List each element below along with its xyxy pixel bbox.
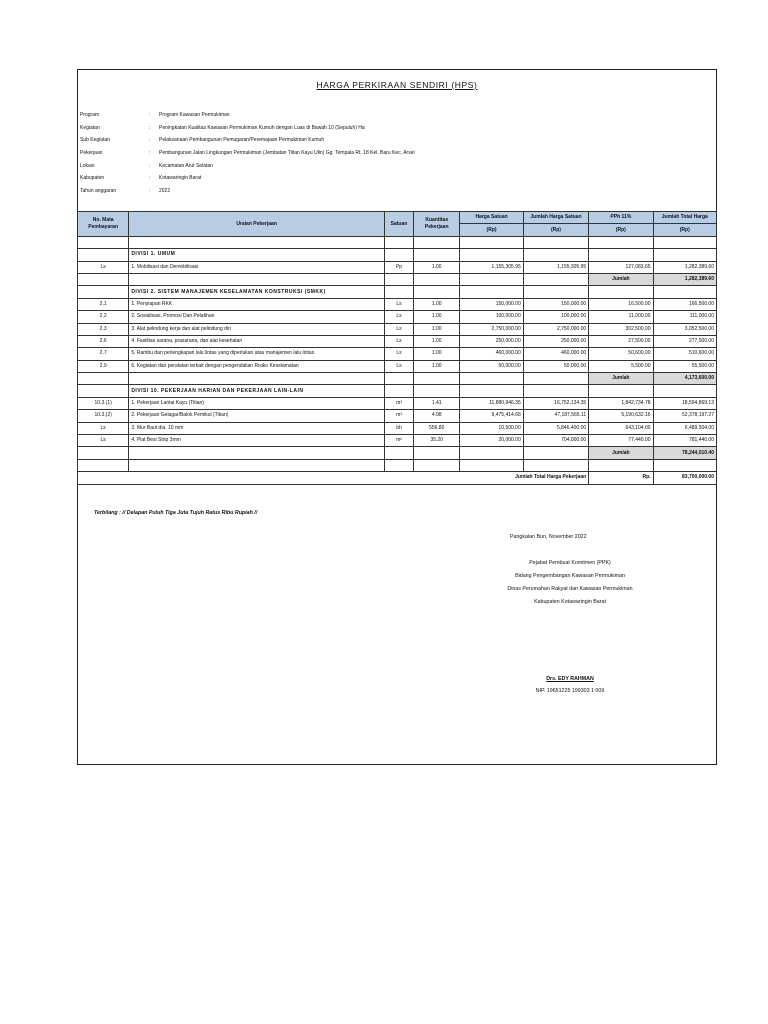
empty-cell [523, 385, 588, 397]
header-harga-satuan: Harga Satuan [460, 212, 523, 224]
empty-cell [653, 286, 716, 298]
cell-pph: 5,190,632.16 [589, 410, 653, 422]
cell-qty: 1.00 [414, 348, 460, 360]
cell-satuan: m³ [384, 410, 413, 422]
cell-qty: 1.00 [414, 298, 460, 310]
empty-cell [384, 385, 413, 397]
cell-jumlah: 704,000.00 [523, 435, 588, 447]
empty-cell [414, 373, 460, 385]
table-row [78, 422, 717, 434]
header-satuan: Satuan [384, 212, 413, 237]
cell-qty: 1.00 [414, 360, 460, 372]
cell-harga: 11,880,946.35 [460, 397, 523, 409]
cell-uraian: 4. Fasilitas sarana, prasarana, dan alat kesehatan [129, 335, 385, 347]
cell-satuan: m³ [384, 397, 413, 409]
subtotal-label: Jumlah [589, 373, 653, 385]
empty-cell [414, 459, 460, 471]
empty-cell [523, 447, 588, 459]
empty-cell [414, 236, 460, 248]
empty-cell [78, 249, 129, 261]
division-row [78, 286, 717, 298]
cell-total: 111,000.00 [653, 311, 716, 323]
empty-cell [653, 459, 716, 471]
cell-pph: 302,500.00 [589, 323, 653, 335]
empty-cell [460, 273, 523, 285]
empty-cell [129, 273, 385, 285]
cell-total: 781,440.00 [653, 435, 716, 447]
cell-total: 55,500.00 [653, 360, 716, 372]
place-date: Pangkalan Bun, November 2022 [510, 534, 587, 540]
empty-cell [589, 286, 653, 298]
empty-cell [384, 447, 413, 459]
info-label: Lokasi [80, 162, 95, 169]
subtotal-label: Jumlah [589, 273, 653, 285]
cell-total: 6,489,504.00 [653, 422, 716, 434]
header-jumlah-harga: Jumlah Harga Satuan [523, 212, 588, 224]
cell-harga: 250,000.00 [460, 335, 523, 347]
empty-cell [589, 249, 653, 261]
table-row [78, 360, 717, 372]
cell-uraian: 2. Sosialisasi, Promosi Dan Pelatihan [129, 311, 385, 323]
cell-satuan: Ls [384, 348, 413, 360]
empty-cell [523, 373, 588, 385]
empty-cell [653, 236, 716, 248]
division-title: DIVISI 10. PEKERJAAN HARIAN DAN PEKERJAAN LAIN-LAIN [129, 385, 385, 397]
empty-cell [384, 459, 413, 471]
cell-total: 166,500.00 [653, 298, 716, 310]
info-label: Pekerjaan [80, 150, 103, 157]
empty-cell [384, 286, 413, 298]
cell-satuan: bh [384, 422, 413, 434]
cell-satuan: Ls [384, 311, 413, 323]
header-kuantitas: Kuantitas Pekerjaan [414, 212, 460, 237]
signer-role-4: Kabupaten Kotawaringin Barat [534, 599, 606, 605]
division-row [78, 249, 717, 261]
cell-uraian: 6. Kegiatan dan peralatan terkait dengan pengendalian Risiko Keselamatan [129, 360, 385, 372]
cell-no: 2.6 [78, 335, 129, 347]
info-value: Kecamatan Arut Selatan [159, 162, 213, 169]
cell-pph: 5,500.00 [589, 360, 653, 372]
table-row [78, 311, 717, 323]
info-colon: : [149, 162, 151, 169]
info-value: Peningkatan Kualitas Kawasan Permukiman Kumuh dengan Luas di Bawah 10 (Sepuluh) Ha [159, 124, 365, 131]
empty-cell [460, 447, 523, 459]
cell-harga: 100,000.00 [460, 311, 523, 323]
empty-cell [384, 249, 413, 261]
info-value: Kotawaringin Barat [159, 175, 202, 182]
empty-cell [129, 459, 385, 471]
cell-no: 2.2 [78, 311, 129, 323]
empty-cell [460, 373, 523, 385]
empty-cell [414, 273, 460, 285]
cell-pph: 50,600.00 [589, 348, 653, 360]
empty-cell [414, 447, 460, 459]
empty-cell [414, 385, 460, 397]
cell-satuan: Ls [384, 360, 413, 372]
empty-cell [460, 286, 523, 298]
header-uraian: Uraian Pekerjaan [129, 212, 385, 237]
empty-cell [414, 249, 460, 261]
cell-no: 2.9 [78, 360, 129, 372]
subtotal-row [78, 273, 717, 285]
cell-pph: 77,440.00 [589, 435, 653, 447]
table-row [78, 323, 717, 335]
empty-cell [460, 236, 523, 248]
cell-uraian: 1. Mobilisasi dan Demobilisasi [129, 261, 385, 273]
empty-cell [523, 249, 588, 261]
empty-cell [460, 385, 523, 397]
division-title: DIVISI 2. SISTEM MANAJEMEN KESELAMATAN KONSTRUKSI (SMKK) [129, 286, 385, 298]
info-colon: : [149, 124, 151, 131]
cell-satuan: m² [384, 435, 413, 447]
cell-total: 277,500.00 [653, 335, 716, 347]
cell-no: 10.3.(2) [78, 410, 129, 422]
empty-cell [78, 273, 129, 285]
table-row [78, 335, 717, 347]
info-colon: : [149, 137, 151, 144]
empty-cell [129, 373, 385, 385]
empty-cell [129, 447, 385, 459]
cell-harga: 50,000.00 [460, 360, 523, 372]
cell-harga: 9,475,414.68 [460, 410, 523, 422]
cell-qty: 35.20 [414, 435, 460, 447]
cell-uraian: 4. Plat Besi Strip 3mm [129, 435, 385, 447]
signer-role-3: Dinas Perumahan Rakyat dan Kawasan Permukiman [507, 586, 633, 592]
cell-satuan: Ls [384, 335, 413, 347]
subtotal-row [78, 373, 717, 385]
cell-uraian: 3. Mur Baut dia. 10 mm [129, 422, 385, 434]
cell-qty: 1.00 [414, 323, 460, 335]
subtotal-row [78, 447, 717, 459]
header-rp: (Rp) [589, 224, 653, 236]
header-no: No. Mata Pembayaran [78, 212, 129, 237]
cell-jumlah: 47,187,565.11 [523, 410, 588, 422]
cell-no: 2.7 [78, 348, 129, 360]
table-row [78, 298, 717, 310]
empty-cell [414, 286, 460, 298]
table-row [78, 348, 717, 360]
subtotal-value: 1,282,389.60 [653, 273, 716, 285]
empty-cell [523, 286, 588, 298]
cell-qty: 4.98 [414, 410, 460, 422]
info-value: Program Kawasan Permukiman [159, 112, 230, 118]
cell-no: 10.3.(1) [78, 397, 129, 409]
header-jumlah-total: Jumlah Total Harga [653, 212, 716, 224]
cell-qty: 556.80 [414, 422, 460, 434]
cell-qty: 1.00 [414, 311, 460, 323]
cell-no: Ls [78, 435, 129, 447]
info-label: Sub Kegiatan [80, 137, 111, 144]
division-row [78, 385, 717, 397]
cell-harga: 20,000.00 [460, 435, 523, 447]
cell-qty: 1.00 [414, 261, 460, 273]
info-label: Tahun anggaran [80, 188, 117, 195]
header-rp: (Rp) [523, 224, 588, 236]
info-value: 2022 [159, 188, 171, 195]
grand-total-row [78, 472, 717, 484]
cell-uraian: 5. Rambu dan perlengkapan lalu lintas yang diperlukan atau manajemen lalu lintas [129, 348, 385, 360]
empty-cell [384, 236, 413, 248]
cell-total: 18,594,869.13 [653, 397, 716, 409]
grand-total-rp: Rp. [589, 472, 653, 484]
info-colon: : [149, 175, 151, 182]
empty-cell [384, 373, 413, 385]
table-row [78, 410, 717, 422]
header-rp: (Rp) [653, 224, 716, 236]
spacer-row [78, 236, 717, 248]
subtotal-value: 4,173,600.00 [653, 373, 716, 385]
empty-cell [78, 236, 129, 248]
cell-harga: 2,750,000.00 [460, 323, 523, 335]
signer-role-1: Pejabat Pembuat Komitmen (PPK) [529, 560, 611, 566]
cell-harga: 460,000.00 [460, 348, 523, 360]
cell-qty: 1.41 [414, 397, 460, 409]
info-value: Pelaksanaan Pembangunan Pemugaran/Peremajaan Permukiman Kumuh [159, 137, 325, 144]
cell-uraian: 1. Penyiapan RKK [129, 298, 385, 310]
cell-jumlah: 50,000.00 [523, 360, 588, 372]
empty-cell [589, 459, 653, 471]
empty-cell [523, 459, 588, 471]
empty-cell [78, 385, 129, 397]
cell-pph: 11,000.00 [589, 311, 653, 323]
signer-role-2: Bidang Pengembangan Kawasan Permukiman [515, 573, 625, 579]
empty-cell [589, 236, 653, 248]
cell-harga: 150,000.00 [460, 298, 523, 310]
document-title: HARGA PERKIRAAN SENDIRI (HPS) [316, 80, 478, 90]
empty-cell [460, 249, 523, 261]
info-label: Kegiatan [80, 124, 100, 131]
empty-cell [78, 459, 129, 471]
empty-cell [78, 286, 129, 298]
grand-total-value: 83,700,000.00 [653, 472, 716, 484]
cell-uraian: 3. Alat pelindung kerja dan alat pelindung diri [129, 323, 385, 335]
cell-pph: 1,842,734.78 [589, 397, 653, 409]
cell-total: 3,052,500.00 [653, 323, 716, 335]
terbilang-text: Terbilang : // Delapan Puluh Tiga Juta Tujuh Ratus Ribu Rupiah // [94, 510, 258, 516]
empty-cell [384, 273, 413, 285]
cell-no: Ls [78, 422, 129, 434]
header-pph: PPh 11% [589, 212, 653, 224]
grand-total-label: Jumlah Total Harga Pekerjaan [78, 472, 589, 484]
division-title: DIVISI 1. UMUM [129, 249, 385, 261]
empty-cell [653, 385, 716, 397]
cell-total: 52,378,197.27 [653, 410, 716, 422]
cell-jumlah: 16,752,134.35 [523, 397, 588, 409]
cell-qty: 1.00 [414, 335, 460, 347]
signer-name: Drs. EDY RAHMAN [546, 676, 594, 682]
subtotal-value: 78,244,010.40 [653, 447, 716, 459]
subtotal-label: Jumlah [589, 447, 653, 459]
cell-satuan: Pp [384, 261, 413, 273]
cell-jumlah: 5,846,400.00 [523, 422, 588, 434]
info-value: Pembangunan Jalan Lingkungan Permukiman (Jembatan Titian Kayu Ulin) Gg. Tempala Rt. 18 Kel. Baru Kec. Arsel [159, 150, 415, 157]
header-rp: (Rp) [460, 224, 523, 236]
info-colon: : [149, 150, 151, 157]
cell-harga: 10,500.00 [460, 422, 523, 434]
empty-cell [523, 236, 588, 248]
cell-uraian: 1. Pekerjaan Lantai Kayu (Titian) [129, 397, 385, 409]
cell-pph: 27,500.00 [589, 335, 653, 347]
cell-uraian: 2. Pekerjaan Gelagar/Balok Pemikul (Titian) [129, 410, 385, 422]
cell-no: Ls [78, 261, 129, 273]
cell-jumlah: 150,000.00 [523, 298, 588, 310]
cell-jumlah: 2,750,000.00 [523, 323, 588, 335]
info-label: Kabupaten [80, 175, 105, 182]
cell-harga: 1,155,305.95 [460, 261, 523, 273]
empty-cell [589, 385, 653, 397]
cell-jumlah: 460,000.00 [523, 348, 588, 360]
table-row [78, 397, 717, 409]
table-row [78, 261, 717, 273]
empty-cell [129, 236, 385, 248]
cell-total: 1,282,389.60 [653, 261, 716, 273]
table-row [78, 435, 717, 447]
empty-cell [460, 459, 523, 471]
cell-jumlah: 100,000.00 [523, 311, 588, 323]
cell-satuan: Ls [384, 323, 413, 335]
cell-no: 2.3 [78, 323, 129, 335]
cell-pph: 643,104.00 [589, 422, 653, 434]
signer-nip: NIP. 19651225 199303 1 009 [535, 688, 605, 694]
empty-cell [78, 447, 129, 459]
info-label: Program [80, 112, 100, 118]
cell-total: 510,600.00 [653, 348, 716, 360]
cell-jumlah: 1,155,305.95 [523, 261, 588, 273]
empty-cell [523, 273, 588, 285]
spacer-row [78, 459, 717, 471]
empty-cell [653, 249, 716, 261]
cell-pph: 16,500.00 [589, 298, 653, 310]
cell-pph: 127,083.65 [589, 261, 653, 273]
empty-cell [78, 373, 129, 385]
info-colon: : [149, 112, 151, 118]
cell-satuan: Ls [384, 298, 413, 310]
cell-jumlah: 250,000.00 [523, 335, 588, 347]
hps-table [77, 211, 717, 485]
cell-no: 2.1 [78, 298, 129, 310]
info-colon: : [149, 188, 151, 195]
